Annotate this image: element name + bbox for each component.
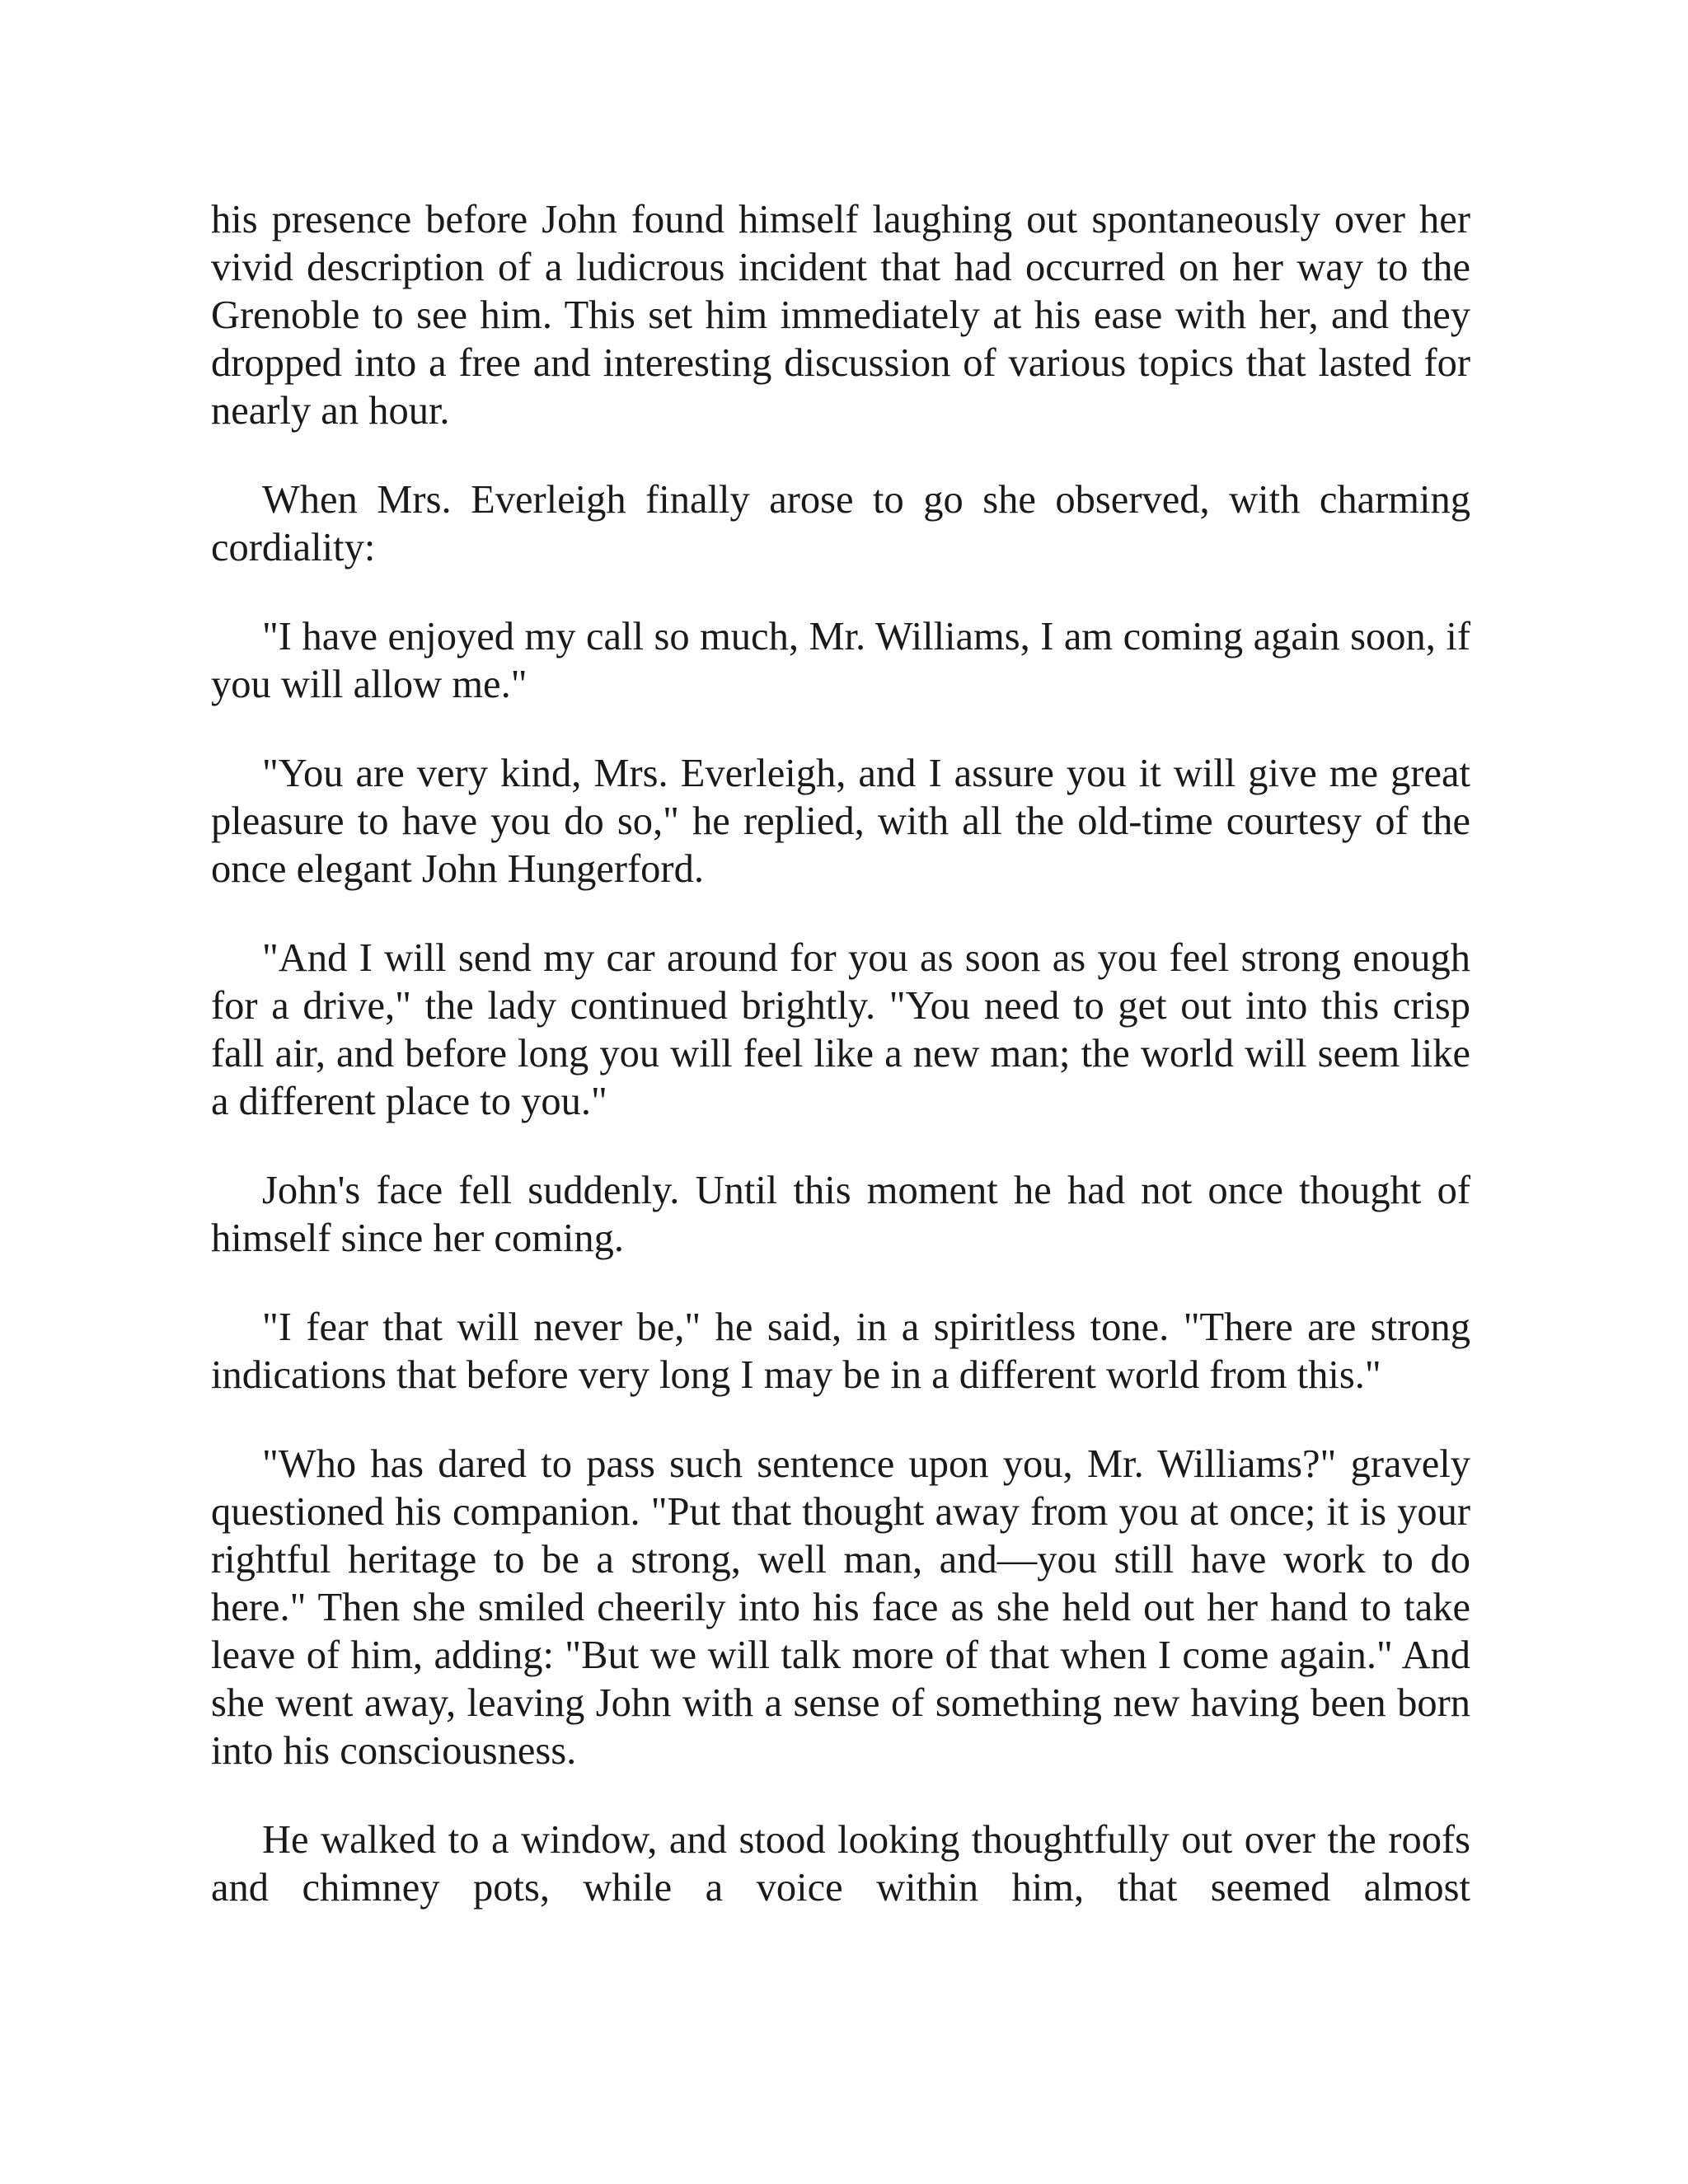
paragraph-7: "I fear that will never be," he said, in a spiritless tone. "There are strong indications that before very long I may be in a different world from this." — [211, 1305, 1470, 1397]
paragraph-4: "You are very kind, Mrs. Everleigh, and I assure you it will give me great pleasure to have you do so," he replied, with all the old-time courtesy of the once elegant John Hungerford. — [211, 752, 1470, 891]
paragraph-1: his presence before John found himself laughing out spontaneously over her vivid description of a ludicrous incident that had occurred on her way to the Grenoble to see him. This set him immediately at his ease with her, and they dropped into a free and interesting discussion of various topics that lasted for nearly an hour. — [211, 198, 1470, 433]
paragraph-5: "And I will send my car around for you as soon as you feel strong enough for a drive," the lady continued brightly. "You need to get out into this crisp fall air, and before long you will feel like a new man; the world will seem like a different place to you." — [211, 936, 1470, 1123]
paragraph-2: When Mrs. Everleigh finally arose to go she observed, with charming cordiality: — [211, 478, 1470, 569]
paragraph-3: "I have enjoyed my call so much, Mr. Williams, I am coming again soon, if you will allow me." — [211, 615, 1470, 706]
body-text — [211, 196, 1470, 1912]
paragraph-9: He walked to a window, and stood looking thoughtfully out over the roofs and chimney pots, while a voice within him, that seemed almost — [211, 1818, 1470, 1910]
paragraph-8: "Who has dared to pass such sentence upon you, Mr. Williams?" gravely questioned his companion. "Put that thought away from you at once; it is your rightful heritage to be a strong, well man, and—you still have work to do here." Then she smiled cheerily into his face as she held out her hand to take leave of him, adding: "But we will talk more of that when I come again." And she went away, leaving John with a sense of something new having been born into his consciousness. — [211, 1442, 1470, 1773]
paragraph-6: John's face fell suddenly. Until this moment he had not once thought of himself since her coming. — [211, 1169, 1470, 1260]
